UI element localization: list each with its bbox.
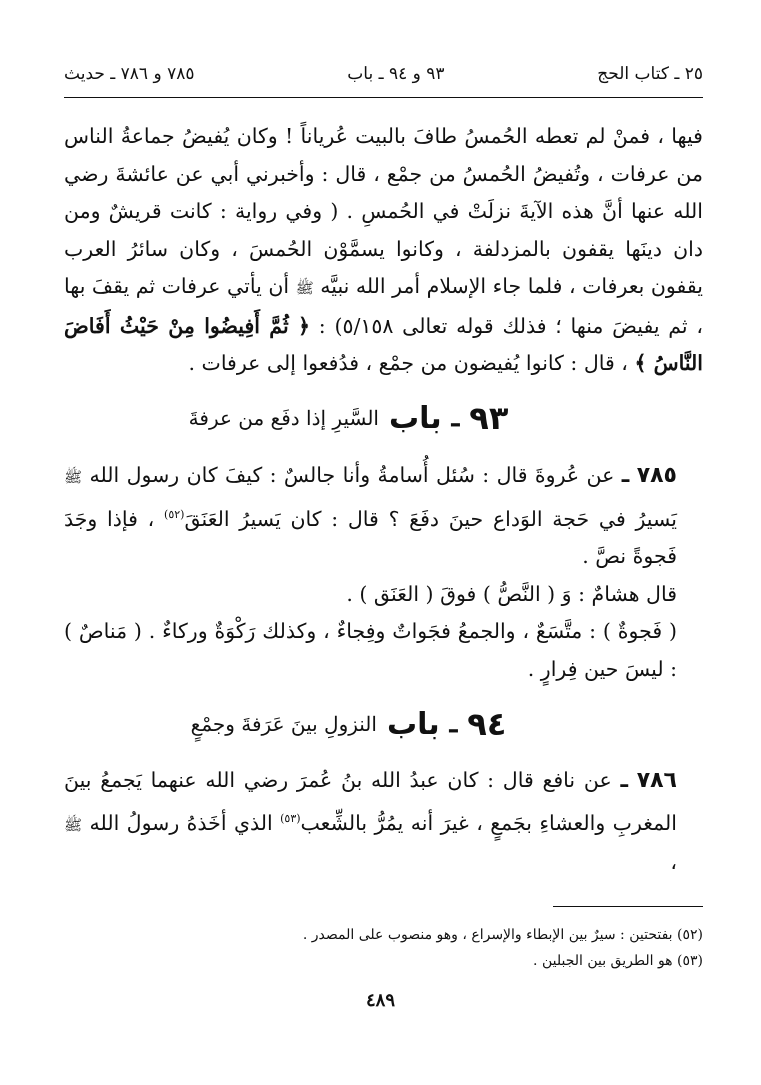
hadith-text-a: عن عُروةَ قال : سُئل أُسامةُ وأنا جالسٌ : كيفَ كان رسول الله (89, 462, 615, 487)
paragraph-text-c: ، قال : كانوا يُفيضون من جمْع ، فدُفعوا إلى عرفات . (188, 351, 628, 375)
chapter-dash: ـ (449, 708, 458, 739)
hadith-text-b: يَسيرُ في حَجة الوَداع حينَ دفَعَ ؟ قال : كان يَسيرُ العَنَقَ (184, 506, 677, 531)
footnote-ref-53[interactable]: (٥٣) (280, 811, 301, 825)
quran-verse: ﴿ ثُمَّ أَفِيضُوا مِنْ حَيْثُ أَفَاضَ النَّاسُ ﴾ (64, 313, 703, 375)
main-text (64, 118, 703, 882)
header-rule (64, 97, 703, 98)
paragraph-text-a: فيها ، فمنْ لم تعطه الحُمسُ طافَ بالبيت عُرياناً ! وكان يُفيضُ جماعةُ الناس من عرفات ، وتُفيضُ الحُمسُ من جمْع ، قال : وأخبرني أبي عن عائشةَ رضي الله عنها أنَّ هذه الآيةَ نزلَتْ في الحُمسِ . ( وفي رواية : كانت قريشٌ ومن دان دينَها يقفون بالمزدلفة ، وكانوا يسمَّوْن الحُمسَ ، وكان سائرُ العرب يقفون بعرفات ، فلما جاء الإسلام أمر الله نبيَّه (64, 124, 703, 298)
salawat-symbol: ﷺ (64, 815, 83, 834)
gloss-paragraph: ( فَجوةٌ ) : متَّسَعٌ ، والجمعُ فجَواتٌ وفِجاءٌ ، وكذلك رَكْوَةٌ وركاءٌ . ( مَناصٌ ) : ليسَ حين فِرارٍ . (64, 619, 677, 681)
footnote-rule (553, 906, 703, 907)
chapter-94-heading (64, 696, 703, 752)
chapter-number: ٩٤ (467, 704, 507, 743)
hadith-text-b: الذي أخَذهُ رسولُ الله (89, 810, 273, 835)
hadith-text-c: ، (670, 850, 677, 875)
chapter-word: باب (388, 400, 442, 436)
footnote-ref-52[interactable]: (٥٢) (164, 508, 185, 521)
hadith-785 (64, 457, 703, 576)
header-chapters: ٩٣ و ٩٤ ـ باب (347, 64, 445, 84)
hadith-dash: ـ (621, 462, 630, 488)
chapter-title: النزولِ بينَ عَرَفةَ وجمْعٍ (190, 711, 377, 736)
salawat-symbol: ﷺ (295, 279, 314, 297)
footnote-52: (٥٢) بفتحتين : سيرٌ بين الإبطاء والإسراع ، وهو منصوب على المصدر . (302, 927, 703, 943)
running-header (64, 56, 703, 92)
chapter-title: السَّيرِ إذا دفَع من عرفةَ (188, 405, 379, 430)
header-hadith-range: ٧٨٥ و ٧٨٦ ـ حديث (64, 64, 195, 84)
header-book-title: ٢٥ ـ كتاب الحج (597, 64, 703, 84)
chapter-dash: ـ (451, 402, 460, 433)
paragraph-text-b: أن يأتي عرفات ثم يقفَ بها ، ثم يفيضَ منها ؛ فذلك قوله تعالى ٥/١٥٨) : (64, 274, 703, 338)
hadith-number: ٧٨٥ (636, 462, 677, 488)
chapter-word: باب (386, 706, 440, 742)
salawat-symbol: ﷺ (64, 467, 83, 486)
chapter-93-heading (64, 391, 703, 447)
hadith-786 (64, 762, 703, 881)
hadith-number: ٧٨٦ (636, 768, 677, 794)
hisham-note: قال هشامٌ : وَ ( النَّصُّ ) فوقَ ( العَنَق ) . (346, 581, 677, 606)
hadith-text-c: ، فإذا وجَدَ فَجوةً نصَّ . (64, 506, 677, 569)
footnote-53: (٥٣) هو الطريق بين الجبلين . (533, 953, 703, 969)
footnotes (64, 922, 703, 974)
hadith-text-a: عن نافع قال : كان عبدُ الله بنُ عُمرَ رضي الله عنهما يَجمعُ بينَ المغربِ والعشاءِ بجَمعٍ ، غيرَ أنه يمُرُّ بالشِّعب (64, 768, 677, 835)
continuation-paragraph (64, 118, 703, 383)
chapter-number: ٩٣ (469, 398, 509, 437)
page-number: ٤٨٩ (365, 990, 395, 1011)
hadith-dash: ـ (620, 768, 628, 794)
